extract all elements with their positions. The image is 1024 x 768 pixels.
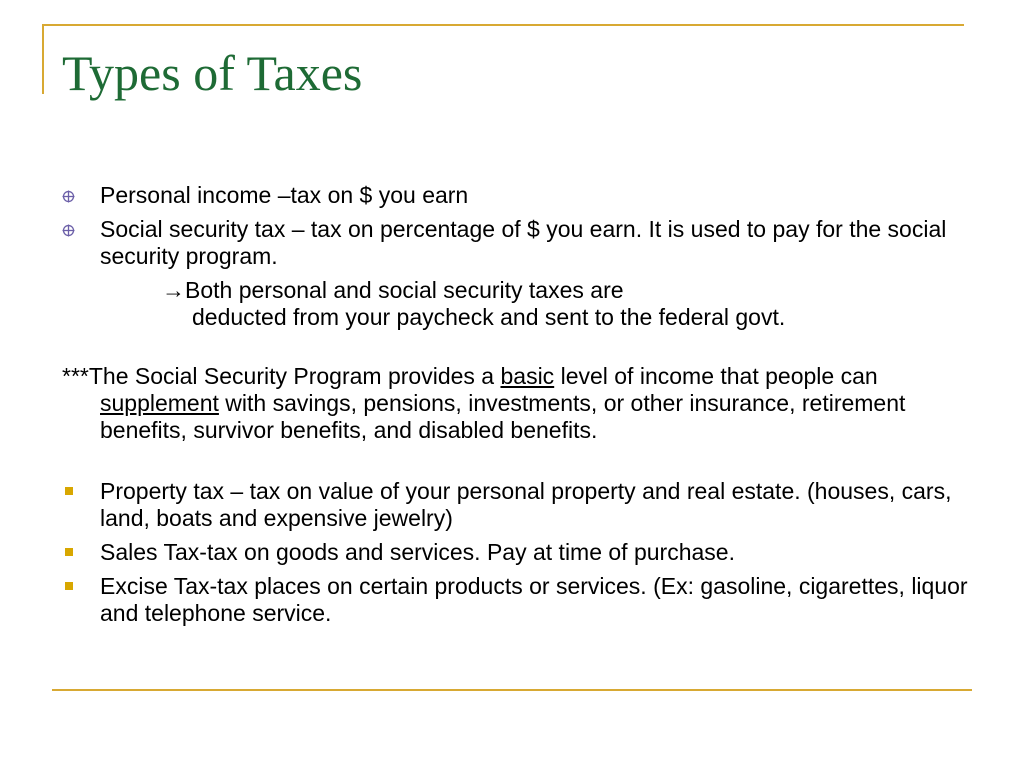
circle-bullet-icon [62, 190, 75, 203]
list-item-text: Personal income –tax on $ you earn [100, 182, 469, 208]
underlined-word-basic: basic [500, 363, 555, 389]
slide-content [62, 182, 972, 634]
note-line-1: →Both personal and social security taxes are [162, 277, 624, 303]
slide-title: Types of Taxes [62, 45, 363, 101]
list-item-text: Property tax – tax on value of your personal property and real estate. (houses, cars, land, boats and expensive jewelry) [100, 478, 952, 531]
list-item-text: Excise Tax-tax places on certain products or services. (Ex: gasoline, cigarettes, liquor and telephone service. [100, 573, 968, 626]
list-item-text: Social security tax – tax on percentage of $ you earn. It is used to pay for the social security program. [100, 216, 947, 269]
frame-bottom-line [52, 689, 972, 691]
square-bullet-icon [65, 548, 73, 556]
square-bullet-icon [65, 487, 73, 495]
list-item-text: Sales Tax-tax on goods and services. Pay at time of purchase. [100, 539, 735, 565]
social-security-paragraph [62, 363, 972, 444]
list-item-excise-tax [62, 573, 972, 627]
paragraph-text-1: ***The Social Security Program provides a [62, 363, 501, 389]
circle-bullet-icon [62, 224, 75, 237]
frame-top-line [42, 24, 964, 26]
square-bullet-icon [65, 582, 73, 590]
frame-left-line [42, 24, 44, 94]
paragraph-text-3: with savings, pensions, investments, or other insurance, retirement benefits, survivor benefits, and disabled benefits. [100, 390, 906, 443]
list-item-personal-income [62, 182, 972, 209]
list-item-social-security [62, 216, 972, 270]
paragraph-text-2: level of income that people can [554, 363, 878, 389]
list-item-property-tax [62, 478, 972, 532]
underlined-word-supplement: supplement [100, 390, 219, 416]
note-line-2: deducted from your paycheck and sent to the federal govt. [192, 304, 786, 330]
list-item-sales-tax [62, 539, 972, 566]
deduction-note [62, 277, 972, 331]
